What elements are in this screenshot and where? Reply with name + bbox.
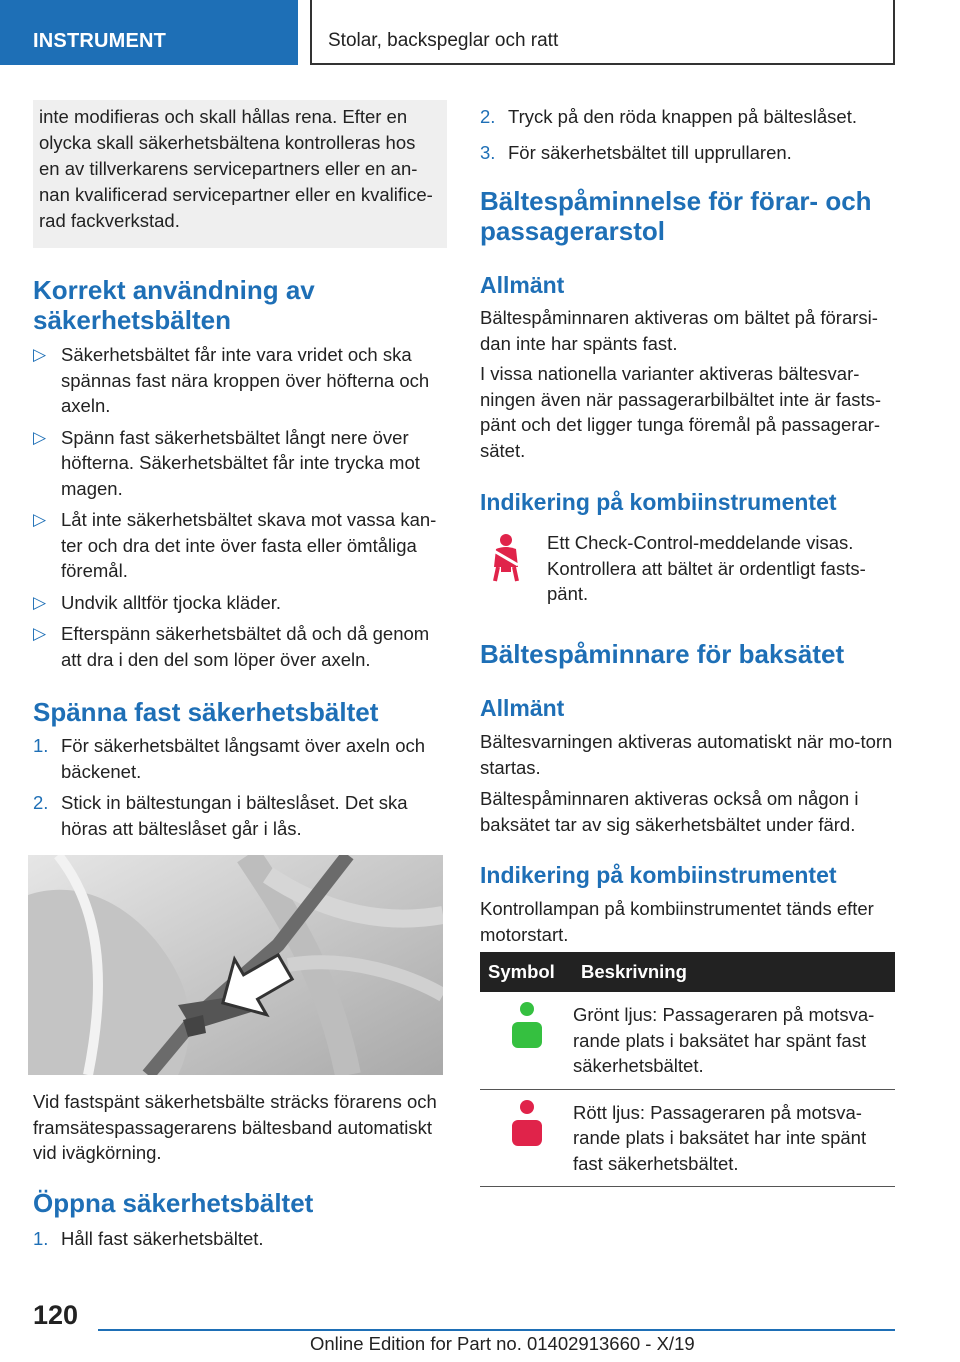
column-header-symbol: Symbol bbox=[480, 952, 573, 992]
table-header-row bbox=[480, 952, 895, 992]
triangle-bullet-icon: ▷ bbox=[33, 427, 47, 447]
list-item: ▷ Undvik alltför tjocka kläder. bbox=[33, 590, 447, 616]
triangle-bullet-icon: ▷ bbox=[33, 345, 47, 364]
triangle-bullet-icon: ▷ bbox=[33, 592, 47, 612]
paragraph: Bältespåminnaren aktiveras också om någon i baksätet tar av sig säkerhetsbältet under färd. bbox=[480, 788, 859, 835]
edition-text: Online Edition for Part no. 01402913660 - X/19 bbox=[310, 1333, 695, 1354]
heading-general: Allmänt bbox=[480, 695, 565, 721]
heading-general: Allmänt bbox=[480, 272, 565, 298]
step-item: 1. För säkerhetsbältet långsamt över axeln och bäckenet. bbox=[33, 735, 426, 782]
footer-divider bbox=[98, 1329, 895, 1331]
seatbelt-warning-icon bbox=[486, 533, 526, 583]
heading-indication: Indikering på kombiinstrumentet bbox=[480, 862, 837, 888]
heading-fasten: Spänna fast säkerhetsbältet bbox=[33, 697, 379, 727]
paragraph: I vissa nationella varianter aktiveras bältesvar-ningen även när passagerarbilbältet inte är fasts-pänt och det ligger tunga föremål på passagerar-sätet. bbox=[480, 363, 882, 461]
column-header-description: Beskrivning bbox=[573, 952, 895, 992]
list-item: ▷ Låt inte säkerhetsbältet skava mot vassa kan-ter och dra det inte över fasta eller ömtåliga föremål. bbox=[33, 509, 437, 581]
step-item: 3. För säkerhetsbältet till upprullaren. bbox=[480, 141, 792, 163]
step-item: 2. Tryck på den röda knappen på bälteslåset. bbox=[480, 106, 857, 127]
paragraph: Bältespåminnaren aktiveras om bältet på förarsi-dan inte har spänts fast. bbox=[480, 307, 878, 354]
heading-correct-use: Korrekt användning av säkerhetsbälten bbox=[33, 275, 315, 335]
heading-open: Öppna säkerhetsbältet bbox=[33, 1188, 314, 1218]
page-number: 120 bbox=[33, 1300, 79, 1330]
table-cell: Rött ljus: Passageraren på motsva-rande plats i baksätet har inte spänt fast säkerhetsbältet. bbox=[573, 1089, 895, 1187]
heading-reminder-rear: Bältespåminnare för baksätet bbox=[480, 639, 845, 669]
seat-illustration bbox=[28, 855, 443, 1075]
heading-indication: Indikering på kombiinstrumentet bbox=[480, 489, 837, 515]
red-passenger-icon bbox=[510, 1100, 544, 1150]
note-box: inte modifieras och skall hållas rena. Efter en olycka skall säkerhetsbältena kontrolleras hos en av tillverkarens servicepartners eller en an-nan kvalificerad servicepartner eller en kvalifice-rad fackverkstad. bbox=[33, 100, 447, 248]
step-item: 2. Stick in bältestungan i bälteslåset. Det ska höras att bälteslåset går i lås. bbox=[33, 792, 408, 839]
list-item: ▷ Spänn fast säkerhetsbältet långt nere över höfterna. Säkerhetsbältet får inte trycka mot magen. bbox=[33, 426, 420, 499]
bullet-list bbox=[33, 342, 447, 672]
symbol-table bbox=[480, 952, 895, 1187]
table-row bbox=[480, 992, 895, 1089]
table-cell: Grönt ljus: Passageraren på motsva-rande plats i baksätet har spänt fast säkerhetsbältet. bbox=[573, 992, 895, 1089]
figure-caption: Vid fastspänt säkerhetsbälte sträcks förarens och framsätespassagerarens bältesband automatiskt vid ivägkörning. bbox=[33, 1091, 437, 1163]
indication-text: Ett Check-Control-meddelande visas. Kontrollera att bältet är ordentligt fasts-pänt. bbox=[547, 532, 866, 604]
list-item: ▷ Efterspänn säkerhetsbältet då och då genom att dra i den del som löper över axeln. bbox=[33, 623, 430, 670]
step-item: 1. Håll fast säkerhetsbältet. bbox=[33, 1228, 264, 1249]
section-tab: INSTRUMENT bbox=[0, 0, 298, 65]
chapter-title: Stolar, backspeglar och ratt bbox=[310, 0, 895, 65]
triangle-bullet-icon: ▷ bbox=[33, 510, 47, 529]
list-item: ▷ Säkerhetsbältet får inte vara vridet och ska spännas fast nära kroppen över höfterna och axeln. bbox=[33, 344, 430, 416]
paragraph: Bältesvarningen aktiveras automatiskt när mo-torn startas. bbox=[480, 731, 893, 778]
paragraph: Kontrollampan på kombiinstrumentet tänds efter motorstart. bbox=[480, 898, 874, 945]
heading-reminder-front: Bältespåminnelse för förar- och passagerarstol bbox=[480, 186, 872, 246]
table-row bbox=[480, 1089, 895, 1187]
seatbelt-buckle-figure bbox=[28, 855, 443, 1075]
green-passenger-icon bbox=[510, 1002, 544, 1052]
triangle-bullet-icon: ▷ bbox=[33, 624, 47, 643]
